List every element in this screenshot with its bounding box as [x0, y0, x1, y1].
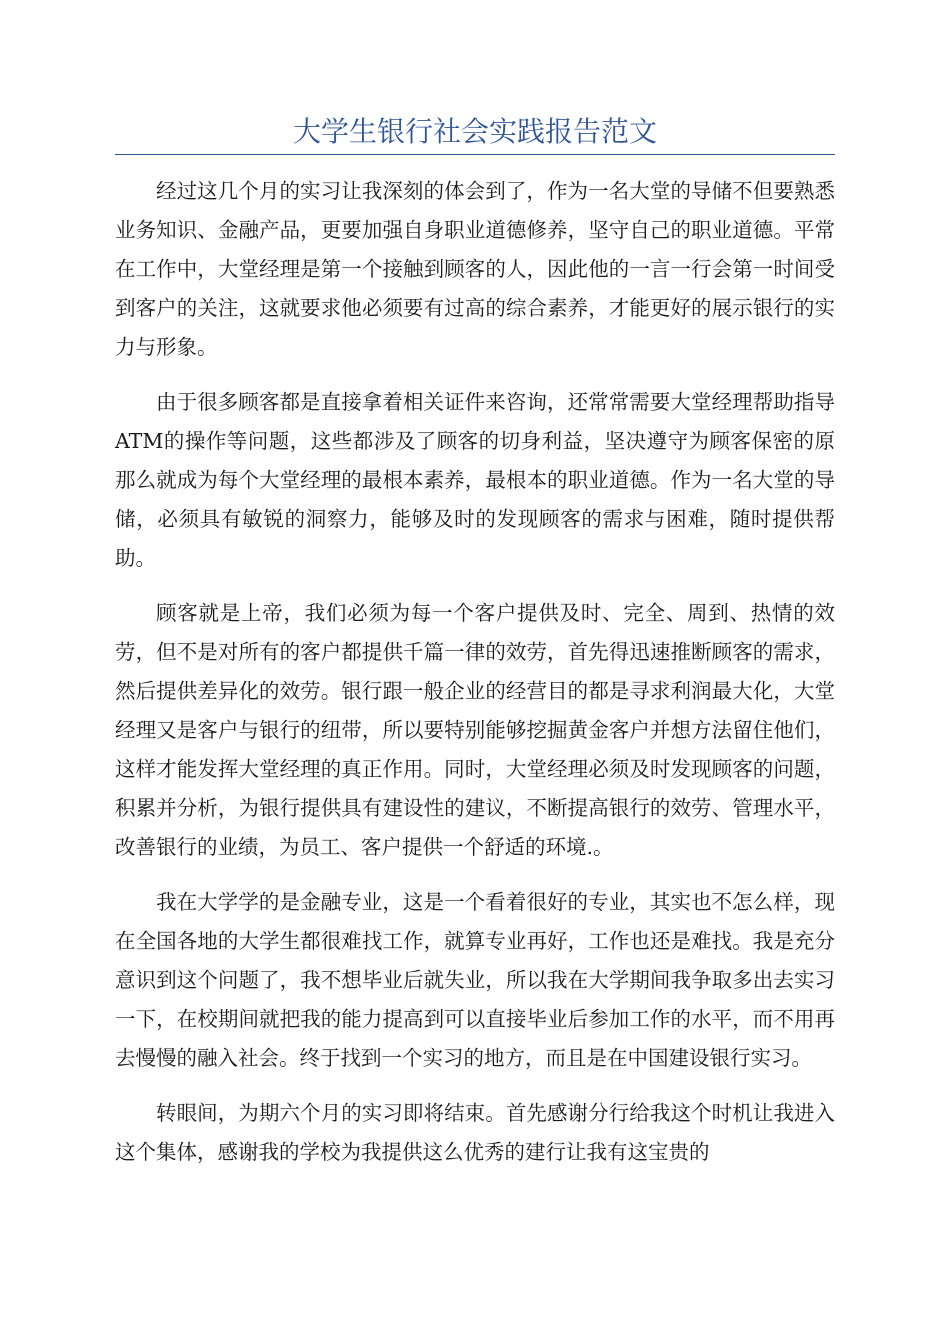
title-underline [115, 154, 835, 155]
paragraph: 顾客就是上帝，我们必须为每一个客户提供及时、完全、周到、热情的效劳，但不是对所有的客户都提供千篇一律的效劳，首先得迅速推断顾客的需求，然后提供差异化的效劳。银行跟一般企业的经营目的都是寻求利润最大化，大堂经理又是客户与银行的纽带，所以要特别能够挖掘黄金客户并想方法留住他们，这样才能发挥大堂经理的真正作用。同时，大堂经理必须及时发现顾客的问题，积累并分析，为银行提供具有建设性的建议，不断提高银行的效劳、管理水平，改善银行的业绩，为员工、客户提供一个舒适的环境.。 [115, 601, 835, 859]
document-body [115, 172, 835, 1188]
document-title: 大学生银行社会实践报告范文 [292, 115, 657, 148]
paragraph: 由于很多顾客都是直接拿着相关证件来咨询，还常常需要大堂经理帮助指导ATM的操作等问题，这些都涉及了顾客的切身利益，坚决遵守为顾客保密的原那么就成为每个大堂经理的最根本素养，最根本的职业道德。作为一名大堂的导储，必须具有敏锐的洞察力，能够及时的发现顾客的需求与困难，随时提供帮助。 [115, 390, 835, 570]
paragraph: 转眼间，为期六个月的实习即将结束。首先感谢分行给我这个时机让我进入这个集体，感谢我的学校为我提供这么优秀的建行让我有这宝贵的 [115, 1101, 835, 1164]
paragraph: 经过这几个月的实习让我深刻的体会到了，作为一名大堂的导储不但要熟悉业务知识、金融产品，更要加强自身职业道德修养，坚守自己的职业道德。平常在工作中，大堂经理是第一个接触到顾客的人，因此他的一言一行会第一时间受到客户的关注，这就要求他必须要有过高的综合素养，才能更好的展示银行的实力与形象。 [115, 179, 835, 359]
paragraph: 我在大学学的是金融专业，这是一个看着很好的专业，其实也不怎么样，现在全国各地的大学生都很难找工作，就算专业再好，工作也还是难找。我是充分意识到这个问题了，我不想毕业后就失业，所以我在大学期间我争取多出去实习一下，在校期间就把我的能力提高到可以直接毕业后参加工作的水平，而不用再去慢慢的融入社会。终于找到一个实习的地方，而且是在中国建设银行实习。 [115, 890, 835, 1070]
